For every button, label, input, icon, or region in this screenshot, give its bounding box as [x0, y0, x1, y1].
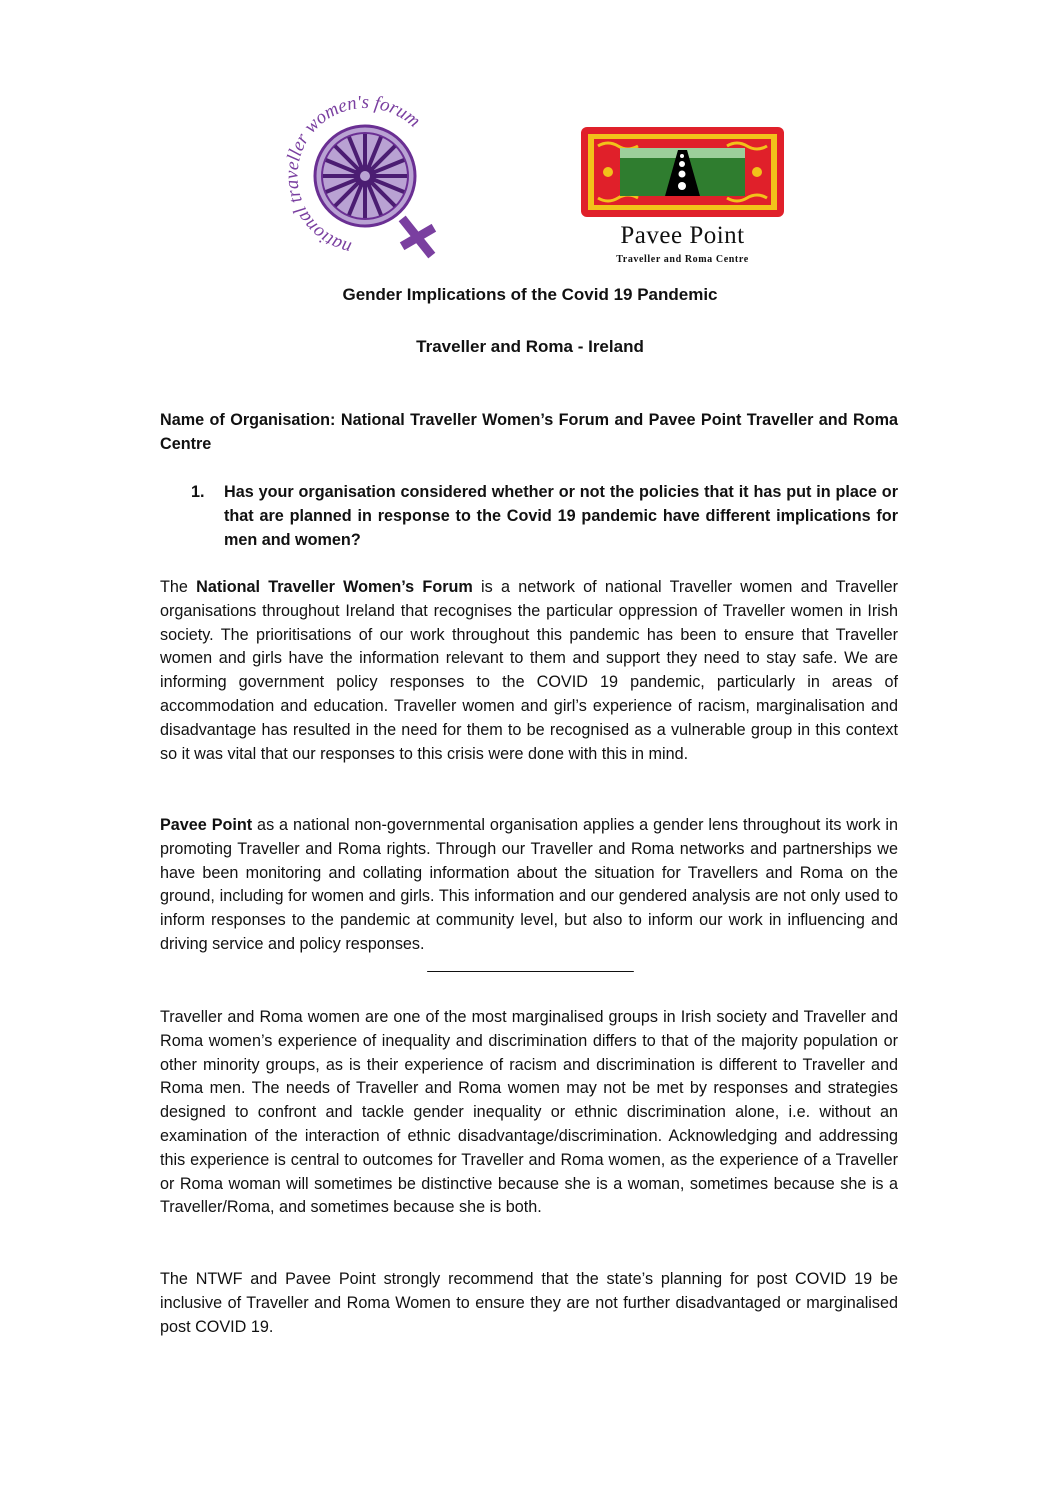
ntwf-logo-text: national traveller women's forum [281, 96, 425, 259]
ntwf-logo [280, 96, 450, 268]
paragraph-pavee-point-body: as a national non-governmental organisation applies a gender lens throughout its work in promoting Traveller and Roma rights. Through our Traveller and Roma networks and partnerships we have been monitoring and collating information about the situation for Travellers and Roma on the ground, including for women and girls. This information and our gendered analysis are not only used to inform responses to the pandemic at community level, but also to inform our work in influencing and driving service and policy responses. [160, 816, 898, 953]
pavee-point-bold-name: Pavee Point [160, 816, 253, 834]
paragraph-recommendation: The NTWF and Pavee Point strongly recommend that the state’s planning for post COVID 19 be inclusive of Traveller and Roma Women to ensure they are not further disadvantaged or marginalised post COVID 19. [160, 1270, 898, 1336]
ntwf-bold-name: National Traveller Women’s Forum [196, 578, 473, 596]
pavee-point-subtitle: Traveller and Roma Centre [616, 254, 749, 265]
organisation-name: Name of Organisation: National Traveller Women’s Forum and Pavee Point Traveller and Roma Centre [160, 411, 898, 453]
question-1: Has your organisation considered whether or not the policies that it has put in place or that are planned in response to the Covid 19 pandemic have different implications for men and women? [224, 483, 898, 549]
document-title: Gender Implications of the Covid 19 Pandemic [342, 285, 718, 304]
paragraph-ntwf-body: is a network of national Traveller women and Traveller organisations throughout Ireland that recognises the particular oppression of Traveller women in Irish society. The prioritisations of our work throughout this pandemic has been to ensure that Traveller women and girls have the information relevant to them and support they need to stay safe. We are informing government policy responses to the COVID 19 pandemic, particularly in areas of accommodation and education. Traveller women and girl’s experience of racism, marginalisation and disadvantage has resulted in the need for them to be recognised as a vulnerable group in this context so it was vital that our responses to this crisis were done with this in mind. [160, 578, 898, 763]
paragraph-ntwf [160, 576, 898, 766]
pavee-point-name: Pavee Point [620, 222, 745, 249]
pavee-point-logo [580, 126, 785, 271]
separator-line: __________________________ [427, 956, 633, 973]
paragraph-intersectionality: Traveller and Roma women are one of the most marginalised groups in Irish society and Traveller and Roma women’s experience of inequality and discrimination differs to that of the majority population or other minority groups, as is their experience of racism and discrimination is different to Traveller and Roma men. The needs of Traveller and Roma women may not be met by responses and strategies designed to confront and tackle gender inequality or ethnic discrimination alone, i.e. without an examination of the interaction of ethnic disadvantage/discrimination. Acknowledging and addressing this experience is central to outcomes for Traveller and Roma women, as the experience of a Traveller or Roma woman will sometimes be distinctive because she is a woman, sometimes because she is a Traveller/Roma, and sometimes because she is both. [160, 1008, 898, 1217]
paragraph-pavee-point [160, 814, 898, 957]
document-subtitle: Traveller and Roma - Ireland [416, 337, 644, 356]
paragraph-ntwf-lead: The [160, 578, 197, 596]
question-number: 1. [191, 483, 205, 501]
